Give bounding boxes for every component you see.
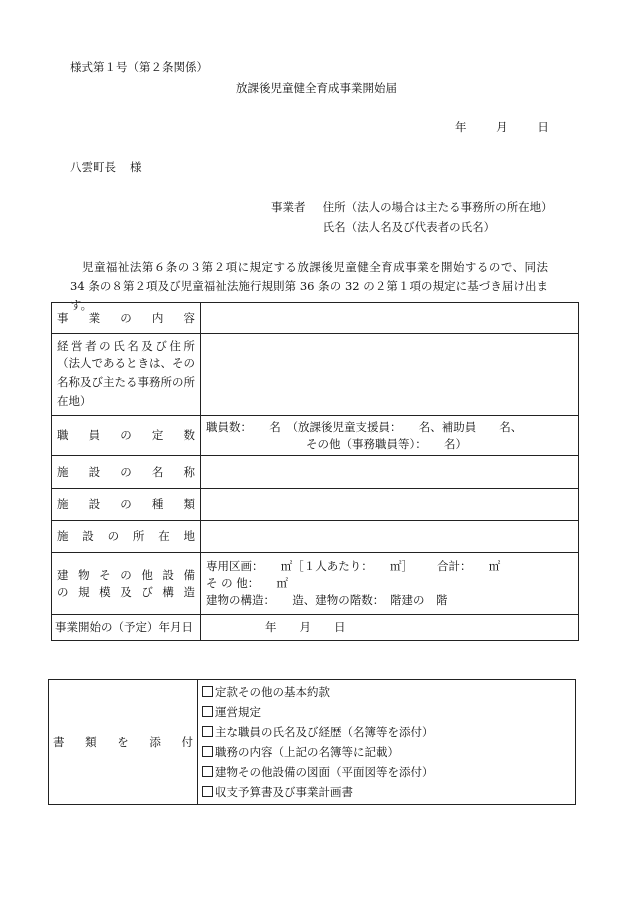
label-char: 経 [57,338,69,353]
label-char: 備 [183,567,195,582]
day-label: 日 [537,120,549,134]
applicant-role: 事業者 [271,200,306,214]
label-char: 業 [88,310,101,325]
building-label-line-2 [57,584,195,601]
form-number: 様式第１号（第２条関係） [70,60,208,74]
label-char: 及 [141,338,153,353]
attachment-item [202,782,571,802]
facility-name-field[interactable] [201,456,579,489]
label-char: 職 [57,428,69,443]
intro-text: 児童福祉法第６条の３第２項に規定する放課後児童健全育成事業を開始するので、同法 34 条の８第２項及び児童福祉法施行規則第 36 条の 32 の２第１項の規定に基づき届け出ます。 [70,260,548,312]
label-char: 地 [183,529,195,544]
checkbox-icon[interactable] [202,766,213,777]
staff-line-1: 職員数： 名 （放課後児童支援員： 名、補助員 名、 [206,419,523,434]
label-char: の [107,529,120,544]
label-char: 書 [53,734,65,749]
application-table [51,302,579,641]
addressee [70,159,142,176]
attachment-item [202,682,571,702]
attachment-item [202,762,571,782]
label-char: 添 [149,734,161,749]
attachments-list [198,680,576,805]
label-char: 設 [82,529,94,544]
applicant-block [271,199,553,239]
label-char: 設 [162,567,174,582]
start-date-field[interactable]: 年 月 日 [201,615,579,641]
label-text [57,464,195,481]
building-label-line-1 [57,567,195,584]
label-char: 内 [151,310,164,325]
label-char: 施 [57,497,69,512]
label-char: 設 [88,497,101,512]
label-text [57,496,195,513]
building-line-3: 建物の構造： 造、建物の階数： 階建の 階 [206,592,448,607]
business-content-label [52,303,201,334]
operator-label-sub: （法人であるときは、その名称及び主たる事務所の所在地） [57,356,195,409]
checkbox-icon[interactable] [202,786,213,797]
start-date-label: 事業開始の（予定）年月日 [52,615,201,641]
label-char: そ [99,567,111,582]
label-char: 名 [127,338,139,353]
building-field[interactable] [201,553,579,615]
label-char: の [120,464,132,479]
label-char: 所 [183,338,195,353]
label-char: 数 [183,428,195,443]
operator-field[interactable] [201,334,579,416]
attachments-label [49,680,198,805]
facility-name-label [52,456,201,489]
facility-type-label [52,489,201,521]
label-char: 氏 [113,338,125,353]
address-note: （法人の場合は主たる事務所の所在地） [345,200,553,214]
name-label: 氏名 [322,220,346,234]
label-char: 類 [85,734,97,749]
label-char: 営 [71,338,83,353]
addressee-name: 八雲町長 [70,160,116,174]
label-char: 住 [169,338,181,353]
checkbox-icon[interactable] [202,726,213,737]
checkbox-icon[interactable] [202,746,213,757]
label-char: び [141,584,153,599]
facility-type-field[interactable] [201,489,579,521]
label-char: 他 [141,567,153,582]
label-char: 者 [85,338,97,353]
label-char: 員 [88,428,101,443]
label-char: 定 [151,428,164,443]
address-label: 住所 [322,200,346,214]
staff-line-2: その他（事務職員等）： 名） [306,436,467,451]
label-char: の [57,584,69,599]
label-char: 造 [183,584,195,599]
attachment-item [202,722,571,742]
attachment-item-label: 職務の内容（上記の名簿等に記載） [215,745,399,759]
attachment-item-label: 主な職員の氏名及び経歴（名簿等を添付） [215,725,434,739]
label-text [57,427,195,444]
label-char: 事 [57,310,69,325]
attachment-item-label: 定款その他の基本約款 [215,685,330,699]
label-char: 規 [78,584,90,599]
checkbox-icon[interactable] [202,706,213,717]
dedicated-area: 専用区画： ㎡［１人あたり： ㎡］ [206,559,413,574]
document-title: 放課後児童健全育成事業開始届 [236,81,397,95]
staff-label [52,416,201,456]
operator-label-main [57,338,195,355]
label-char: の [120,428,132,443]
label-char: 及 [120,584,132,599]
label-char: の [99,338,111,353]
label-char: 名 [151,464,164,479]
label-char: 設 [88,464,101,479]
facility-location-label [52,521,201,553]
attachments-table [48,679,576,805]
attachment-item [202,742,571,762]
label-text [53,734,193,751]
label-char: 建 [57,567,69,582]
checkbox-icon[interactable] [202,686,213,697]
label-char: 模 [99,584,111,599]
operator-label [52,334,201,416]
label-char: 類 [183,497,195,512]
label-char: の [120,567,132,582]
submission-date [455,119,575,136]
building-line-1 [206,558,573,575]
year-label: 年 [455,120,467,134]
label-char: 称 [183,464,195,479]
label-text [57,310,195,327]
addressee-suffix: 様 [130,160,142,174]
name-note: （法人名及び代表者の氏名） [345,220,496,234]
label-char: 種 [151,497,164,512]
building-line-2: そ の 他： ㎡ [206,576,289,591]
building-label [52,553,201,615]
total-area: 合計： ㎡ [437,559,501,574]
label-char: 容 [183,310,195,325]
label-char: び [155,338,167,353]
label-char: の [120,310,132,325]
month-label: 月 [496,120,508,134]
facility-location-field[interactable] [201,521,579,553]
label-char: の [120,497,132,512]
attachment-item [202,702,571,722]
label-char: 施 [57,464,69,479]
label-text [57,528,195,545]
business-content-field[interactable] [201,303,579,334]
staff-field[interactable] [201,416,579,456]
label-char: を [117,734,129,749]
label-char: 構 [162,584,174,599]
label-char: 物 [78,567,90,582]
label-char: 付 [181,734,193,749]
attachment-item-label: 収支予算書及び事業計画書 [215,785,353,799]
attachment-item-label: 建物その他設備の図面（平面図等を添付） [215,765,434,779]
attachment-item-label: 運営規定 [215,705,261,719]
label-char: 所 [132,529,145,544]
label-char: 施 [57,529,69,544]
label-char: 在 [158,529,170,544]
